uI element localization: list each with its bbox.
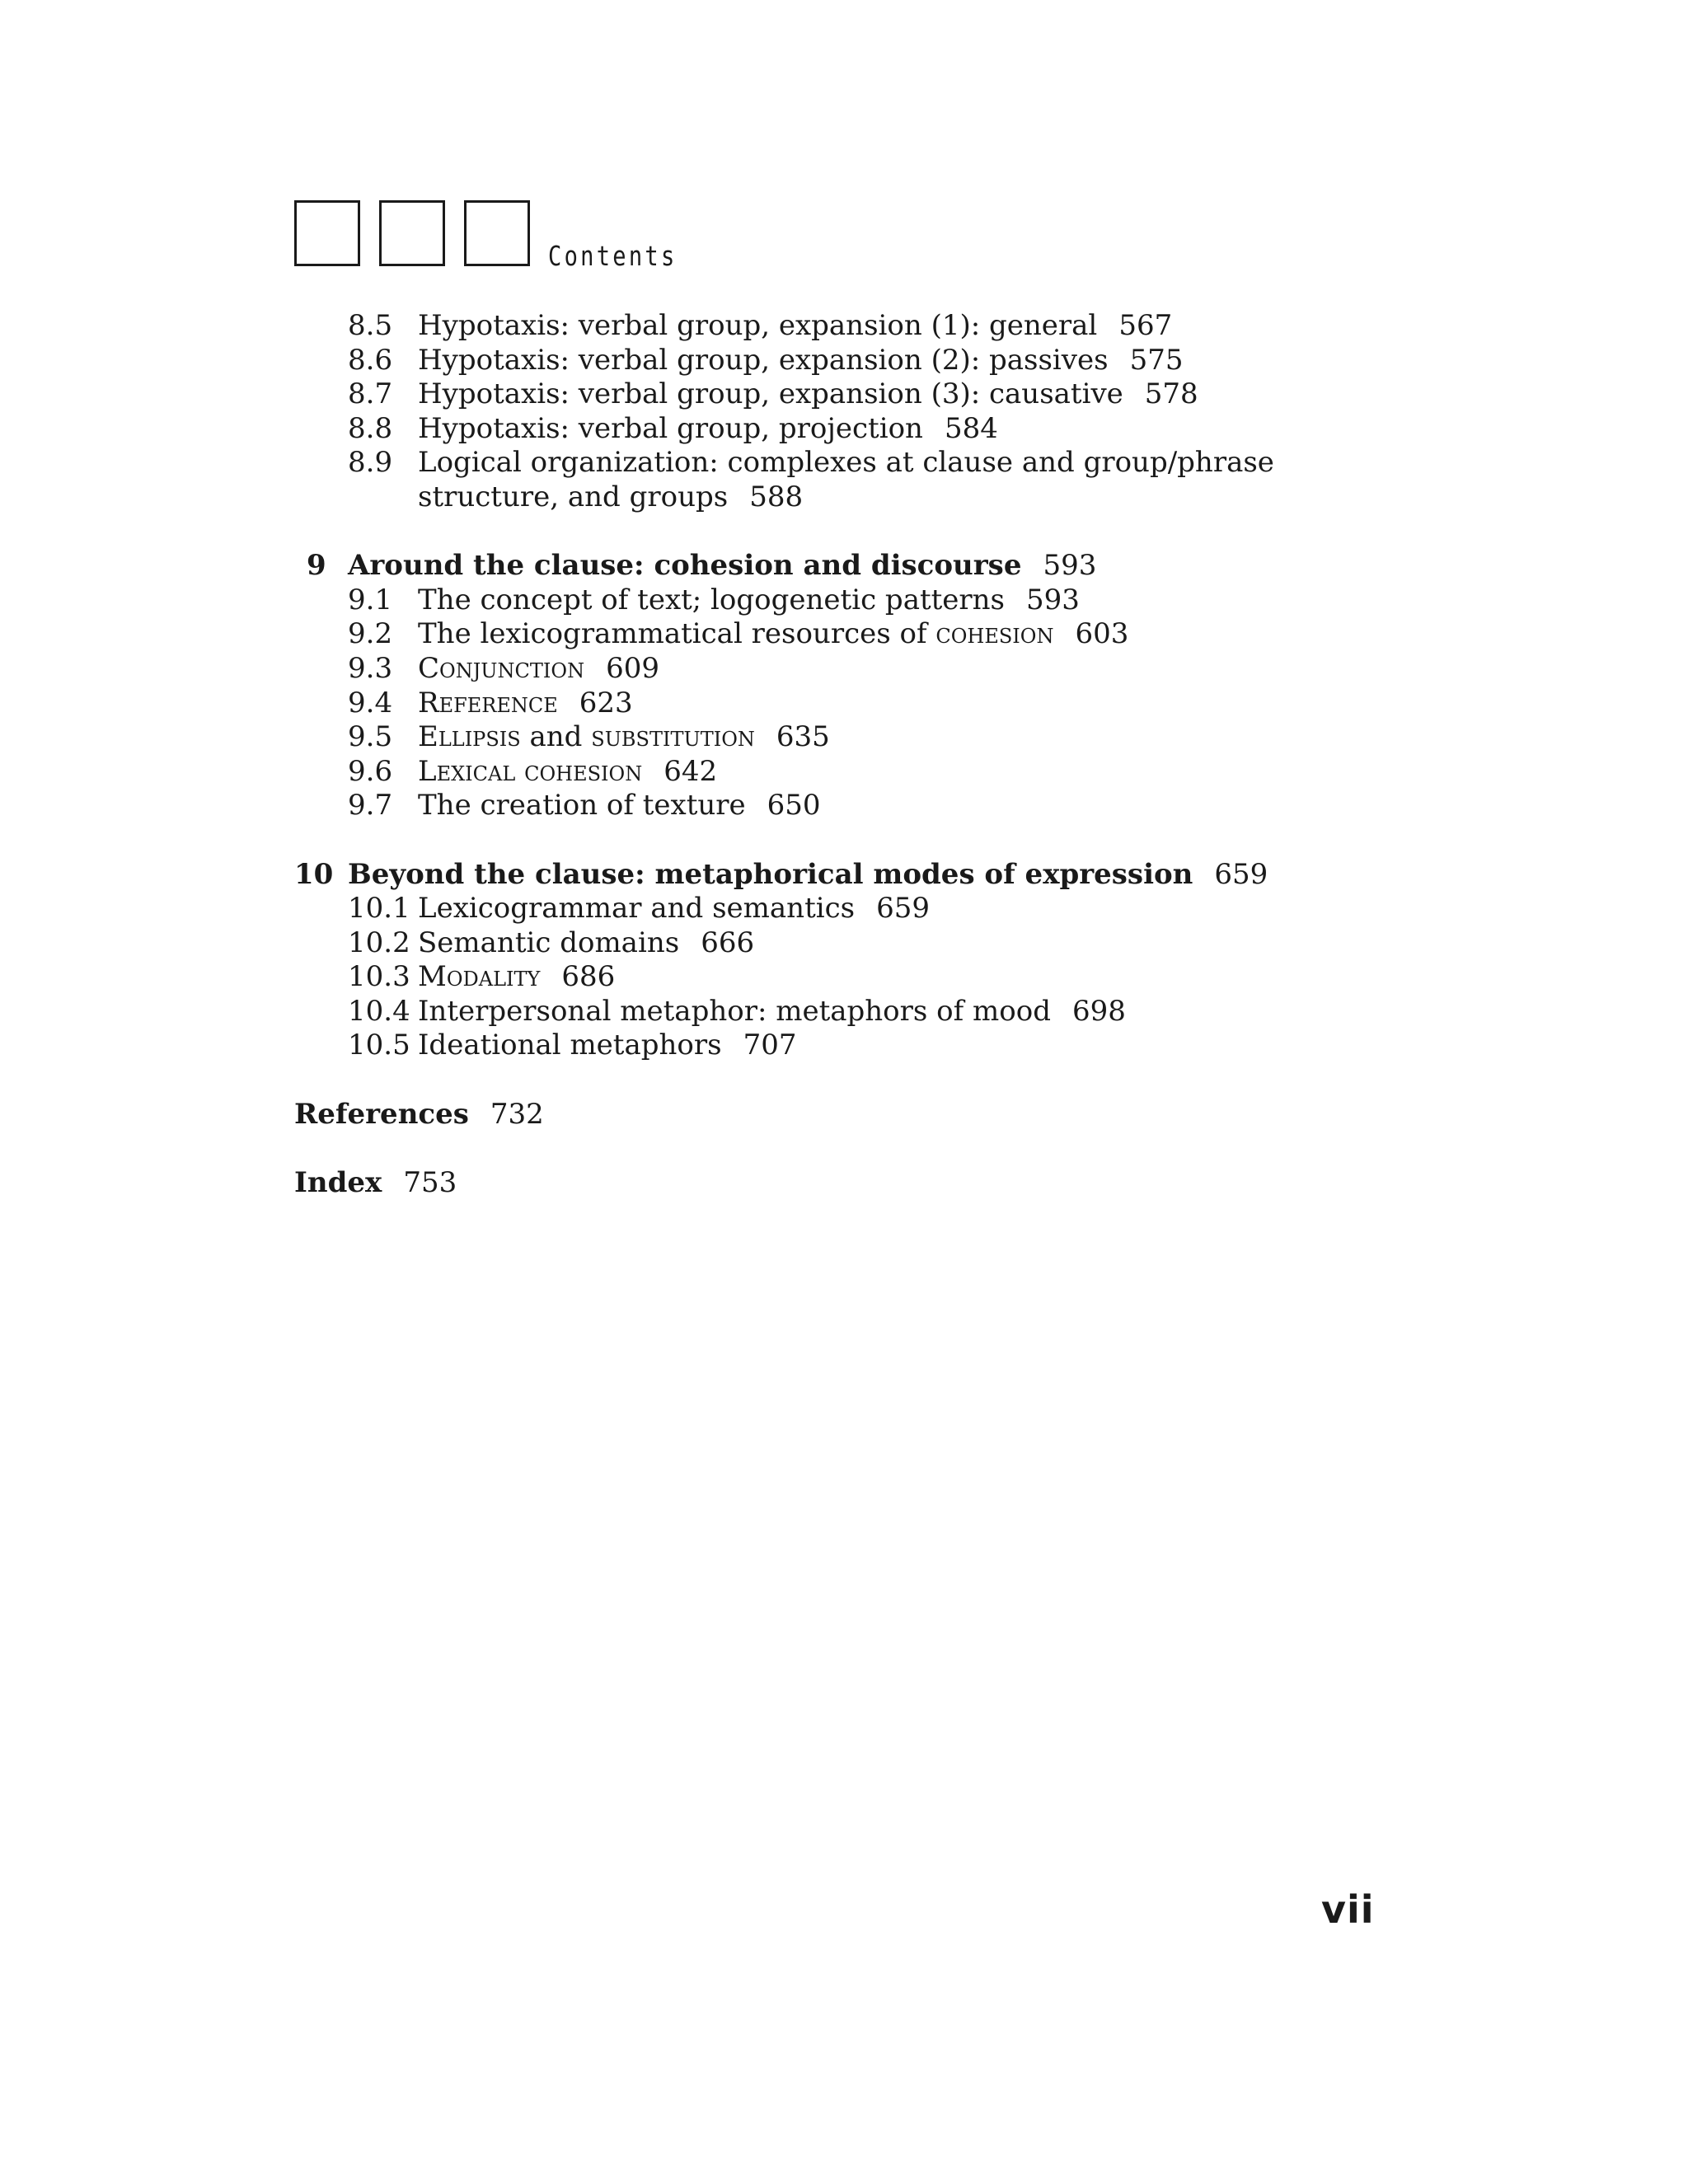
section-title: Ideational metaphors	[418, 1029, 722, 1062]
chapter-title: Beyond the clause: metaphorical modes of expression	[348, 857, 1193, 891]
section-title-smallcaps: Modality	[418, 960, 541, 994]
toc-references	[294, 1098, 1366, 1132]
page-number: 659	[876, 892, 931, 926]
toc-entry-9-7	[294, 789, 1366, 823]
section-title-smallcaps: Conjunction	[418, 651, 585, 685]
page-number: 609	[606, 651, 659, 685]
toc-chapter-10	[294, 858, 1366, 893]
section-number: 8.7	[348, 377, 393, 411]
section-number: 10.4	[348, 994, 410, 1028]
section-title-smallcaps: Reference	[418, 686, 558, 719]
toc-entry-10-2	[294, 926, 1366, 961]
section-title: Semantic domains	[418, 926, 680, 959]
section-number: 10.2	[348, 926, 410, 959]
section-number: 8.8	[348, 411, 393, 445]
toc-entry-10-4	[294, 995, 1366, 1029]
section-number: 10.3	[348, 960, 410, 994]
toc-entry-9-2	[294, 617, 1366, 652]
section-title-smallcaps: cohesion	[935, 617, 1054, 651]
section-title-smallcaps: Ellipsis	[418, 720, 521, 754]
section-title: The creation of texture	[418, 789, 746, 823]
toc-entry-8-8	[294, 412, 1366, 447]
page-number: 753	[403, 1165, 457, 1199]
section-number: 8.5	[348, 309, 393, 342]
section-title: Hypotaxis: verbal group, expansion (2): passives	[418, 343, 1109, 377]
section-number: 9.6	[348, 754, 393, 788]
section-number: 10.5	[348, 1029, 410, 1062]
toc-index	[294, 1166, 1366, 1201]
page-number: 707	[743, 1029, 797, 1062]
page-number: 650	[767, 789, 821, 823]
page-number: 642	[663, 754, 718, 788]
section-title: Interpersonal metaphor: metaphors of mood	[418, 994, 1051, 1028]
page-number: 593	[1043, 549, 1097, 583]
section-number: 8.9	[348, 446, 393, 480]
toc-entry-8-5	[294, 309, 1366, 344]
toc-entry-9-5	[294, 720, 1366, 755]
section-number: 9.7	[348, 789, 393, 823]
section-number: 8.6	[348, 343, 393, 377]
toc-entry-9-3	[294, 652, 1366, 687]
section-title: The lexicogrammatical resources of	[418, 617, 927, 651]
toc-entry-9-6	[294, 755, 1366, 790]
section-number: 9.4	[348, 686, 393, 719]
section-title-smallcaps: Lexical cohesion	[418, 754, 643, 788]
section-number: 9.1	[348, 583, 393, 616]
page-number: 666	[701, 926, 755, 959]
page-number: 635	[776, 720, 830, 754]
section-number: 10.1	[348, 892, 410, 926]
header-square-3	[464, 200, 530, 266]
toc-entry-8-7	[294, 377, 1366, 412]
index-title: Index	[294, 1165, 382, 1199]
header-square-1	[294, 200, 360, 266]
page-number: 567	[1118, 309, 1173, 342]
section-title: Hypotaxis: verbal group, expansion (3): causative	[418, 377, 1123, 411]
page-number: 575	[1129, 343, 1184, 377]
page-number: 623	[579, 686, 633, 719]
toc-entry-8-9	[294, 446, 1366, 514]
running-header-title: Contents	[548, 240, 678, 272]
header-square-2	[379, 200, 445, 266]
toc-entry-10-5	[294, 1029, 1366, 1063]
section-title-smallcaps: substitution	[591, 720, 755, 754]
section-title: Lexicogrammar and semantics	[418, 892, 856, 926]
section-title: Hypotaxis: verbal group, projection	[418, 411, 923, 445]
page-number: 603	[1075, 617, 1129, 651]
toc-entry-10-1	[294, 892, 1366, 926]
page-number: 659	[1214, 857, 1268, 891]
folio-page-number: vii	[1321, 1887, 1375, 1932]
page-number: 698	[1071, 994, 1126, 1028]
toc-entry-10-3	[294, 960, 1366, 995]
page-number: 732	[490, 1097, 544, 1131]
section-number: 9.3	[348, 651, 393, 685]
section-title: Logical organization: complexes at clause and group/phrase structure, and groups	[418, 446, 1274, 513]
section-title: Hypotaxis: verbal group, expansion (1): general	[418, 309, 1098, 342]
page-number: 588	[749, 480, 804, 513]
section-number: 9.5	[348, 720, 393, 754]
toc-chapter-9	[294, 549, 1366, 583]
chapter-number: 10	[294, 857, 334, 891]
page-number: 584	[944, 411, 998, 445]
section-title: The concept of text; logogenetic patterns	[418, 583, 1006, 616]
table-of-contents	[294, 309, 1366, 1200]
page-number: 593	[1026, 583, 1080, 616]
section-number: 9.2	[348, 617, 393, 651]
references-title: References	[294, 1097, 469, 1131]
toc-entry-9-4	[294, 687, 1366, 721]
page-number: 578	[1144, 377, 1198, 411]
toc-entry-9-1	[294, 583, 1366, 618]
page-number: 686	[561, 960, 616, 994]
chapter-number: 9	[307, 549, 326, 583]
section-title: and	[529, 720, 583, 754]
toc-entry-8-6	[294, 344, 1366, 378]
chapter-title: Around the clause: cohesion and discourse	[348, 549, 1022, 583]
